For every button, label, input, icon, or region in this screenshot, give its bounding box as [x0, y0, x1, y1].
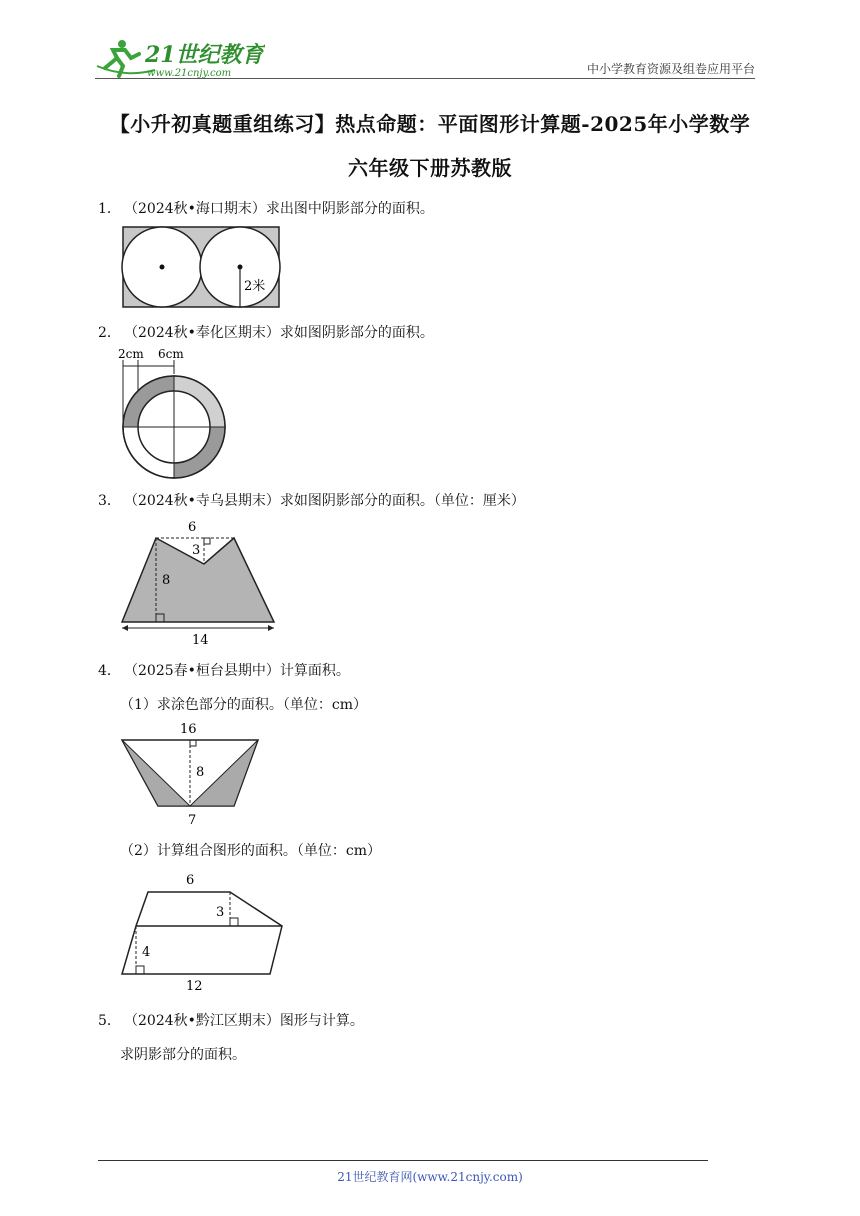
- question-number: 3．: [98, 493, 121, 509]
- figure-q4-1: [116, 718, 266, 830]
- figure-q2: [112, 344, 232, 480]
- radius-label: 2米: [244, 279, 266, 294]
- question-5: [98, 1010, 364, 1030]
- notch-depth-label: 3: [192, 543, 201, 558]
- figure-q4-2: [116, 866, 288, 992]
- inner-radius-label: 6cm: [158, 347, 184, 361]
- bottom-length-label: 14: [192, 633, 209, 648]
- logo: [95, 36, 265, 80]
- footer-link[interactable]: 21世纪教育网(www.21cnjy.com): [337, 1170, 523, 1184]
- base-length-label: 12: [186, 979, 203, 992]
- parallelogram-height-label: 4: [142, 945, 151, 960]
- figure-q3: [116, 516, 280, 648]
- question-number: 2．: [98, 325, 121, 341]
- question-4-part-2: （2）计算组合图形的面积。（单位：cm）: [120, 843, 382, 859]
- figure-q1: [120, 224, 282, 310]
- header-divider: [95, 78, 755, 79]
- question-4-part-1: （1）求涂色部分的面积。（单位：cm）: [120, 697, 368, 713]
- question-number: 5．: [98, 1013, 121, 1029]
- page-title-line1: 【小升初真题重组练习】热点命题：平面图形计算题-2025年小学数学: [109, 112, 751, 136]
- question-3: [98, 490, 525, 510]
- question-text: （2024秋•奉化区期末）求如图阴影部分的面积。: [124, 325, 434, 341]
- footer-divider: [98, 1160, 708, 1161]
- header-platform-text: 中小学教育资源及组卷应用平台: [586, 62, 755, 76]
- question-2: [98, 322, 434, 342]
- question-5-sub: 求阴影部分的面积。: [120, 1047, 246, 1063]
- height-label: 8: [196, 765, 205, 780]
- height-label: 8: [162, 573, 171, 588]
- question-text: （2025春•桓台县期中）计算面积。: [124, 663, 350, 679]
- top-base-label: 16: [180, 722, 197, 737]
- question-4: [98, 660, 350, 680]
- question-1: [98, 198, 434, 218]
- top-length-label: 6: [186, 873, 195, 888]
- logo-url: www.21cnjy.com: [147, 68, 232, 79]
- logo-text: 21世纪教育: [145, 42, 264, 68]
- bottom-base-label: 7: [188, 813, 197, 828]
- ring-width-label: 2cm: [118, 347, 144, 361]
- question-text: （2024秋•黔江区期末）图形与计算。: [124, 1013, 364, 1029]
- trapezoid-height-label: 3: [216, 905, 225, 920]
- top-length-label: 6: [188, 520, 197, 535]
- question-number: 1．: [98, 201, 121, 217]
- logo-runner-icon: [95, 36, 265, 80]
- page-title-line2: 六年级下册苏教版: [348, 156, 512, 180]
- question-number: 4．: [98, 663, 121, 679]
- question-text: （2024秋•海口期末）求出图中阴影部分的面积。: [124, 201, 434, 217]
- question-text: （2024秋•寺乌县期末）求如图阴影部分的面积。（单位：厘米）: [124, 493, 525, 509]
